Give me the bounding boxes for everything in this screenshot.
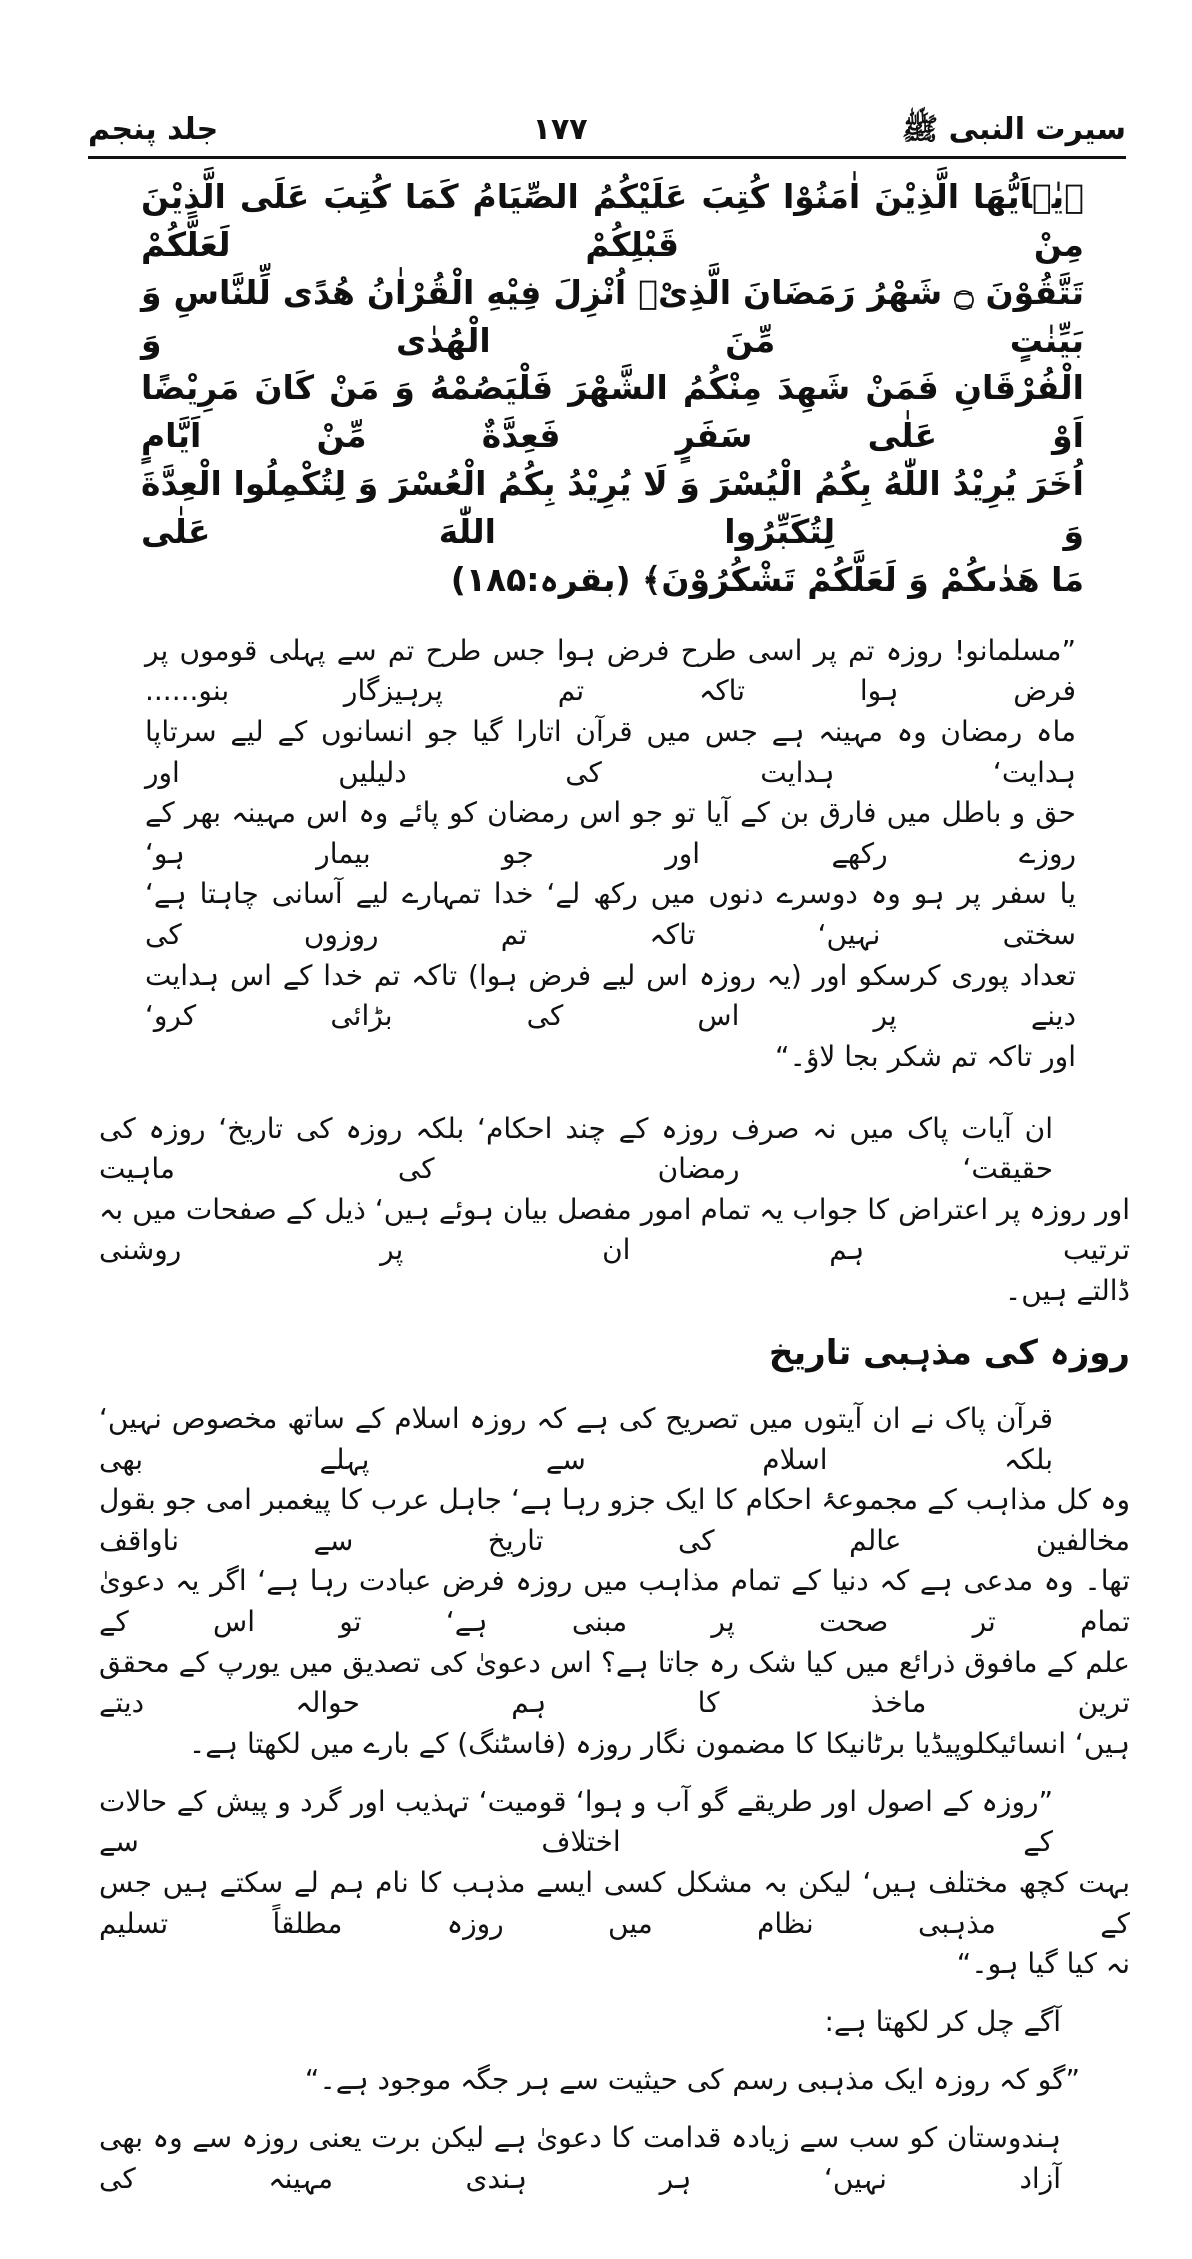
quran-line: اُخَرَ یُرِیْدُ اللّٰهُ بِكُمُ الْیُسْرَ وَ لَا یُرِیْدُ بِكُمُ الْعُسْرَ وَ لِتُكْمِلُوا الْعِدَّةَ وَ لِتُكَبِّرُوا اللّٰهَ عَلٰى xyxy=(141,464,1084,551)
paragraph-line: ڈالتے ہیں۔ xyxy=(1004,1274,1130,1308)
paragraph-line: علم کے مافوق ذرائع میں کیا شک رہ جاتا ہے؟ اس دعویٰ کی تصدیق میں یورپ کے محقق ترین ماخذ کا ہم حوالہ دیتے xyxy=(99,1645,1130,1720)
intro-paragraph xyxy=(99,1109,1130,1329)
translation-line: ماہ رمضان وہ مہینہ ہے جس میں قرآن اتارا گیا جو انسانوں کے لیے سرتاپا ہدایت‘ ہدایت کی دلیلیں اور xyxy=(145,714,1076,789)
further-quote: ”گو کہ روزہ ایک مذہبی رسم کی حیثیت سے ہر جگہ موجود ہے۔“ xyxy=(304,2063,1080,2097)
book-title: سیرت النبی ﷺ xyxy=(901,112,1126,147)
translation-line: اور تاکہ تم شکر بجا لاؤ۔“ xyxy=(775,1039,1076,1073)
section-paragraph xyxy=(99,1399,1130,1782)
quran-verse xyxy=(99,173,1130,617)
volume-label: جلد پنجم xyxy=(88,112,219,147)
quran-line: تَتَّقُوْنَ ۝ شَهْرُ رَمَضَانَ الَّذِیْۤ اُنْزِلَ فِیْهِ الْقُرْاٰنُ هُدًى لِّلنَّاسِ وَ بَیِّنٰتٍ مِّنَ الْهُدٰى وَ xyxy=(141,272,1084,360)
spacer xyxy=(99,617,1130,631)
translation xyxy=(99,631,1130,1095)
translation-line: یا سفر پر ہو وہ دوسرے دنوں میں رکھ لے‘ خدا تمہارے لیے آسانی چاہتا ہے‘ سختی نہیں‘ تاکہ تم روزوں کی xyxy=(145,877,1076,951)
section-heading: روزہ کی مذہبی تاریخ xyxy=(768,1333,1130,1374)
further-text: آگے چل کر لکھتا ہے: xyxy=(824,2005,1061,2039)
quran-line: مَا هَدٰىكُمْ وَ لَعَلَّكُمْ تَشْكُرُوْنَ﴾ (بقرہ:۱۸۵) xyxy=(450,559,1084,599)
page-header xyxy=(88,112,1126,159)
britannica-quote xyxy=(99,1782,1130,2002)
quran-line: ﴿یٰۤاَیُّهَا الَّذِیْنَ اٰمَنُوْا كُتِبَ عَلَیْكُمُ الصِّیَامُ كَمَا كُتِبَ عَلَى الَّذِیْنَ مِنْ قَبْلِكُمْ لَعَلَّكُمْ xyxy=(141,177,1084,264)
page-number: ۱۷۷ xyxy=(532,112,588,147)
paragraph-line: قرآن پاک نے ان آیتوں میں تصریح کی ہے کہ روزہ اسلام کے ساتھ مخصوص نہیں‘ بلکہ اسلام سے پہلے بھی xyxy=(99,1402,1053,1476)
last-line: ہندوستان کو سب سے زیادہ قدامت کا دعویٰ ہے لیکن برت یعنی روزہ سے وہ بھی آزاد نہیں‘ ہر ہندی مہینہ کی xyxy=(99,2121,1061,2195)
translation-line: تعداد پوری کرسکو اور (یہ روزہ اس لیے فرض ہوا) تاکہ تم خدا کے اس ہدایت دینے پر اس کی بڑائی کرو‘ xyxy=(145,958,1076,1033)
translation-line: ”مسلمانو! روزہ تم پر اسی طرح فرض ہوا جس طرح تم سے پہلی قوموں پر فرض ہوا تاکہ تم پرہیزگار بنو...... xyxy=(145,633,1076,708)
quote-line: نہ کیا گیا ہو۔“ xyxy=(956,1947,1130,1981)
paragraph-line: تھا۔ وہ مدعی ہے کہ دنیا کے تمام مذاہب میں روزہ فرض عبادت رہا ہے‘ اگر یہ دعویٰ تمام تر صحت پر مبنی ہے‘ تو اس کے xyxy=(99,1564,1131,1639)
spacer xyxy=(99,1095,1130,1109)
spacer xyxy=(99,159,1130,173)
paragraph-line: ہیں‘ انسائیکلوپیڈیا برٹانیکا کا مضمون نگار روزہ (فاسٹنگ) کے بارے میں لکھتا ہے۔ xyxy=(188,1726,1130,1760)
quote-line: بہت کچھ مختلف ہیں‘ لیکن بہ مشکل کسی ایسے مذہب کا نام ہم لے سکتے ہیں جس کے مذہبی نظام میں روزہ مطلقاً تسلیم xyxy=(99,1866,1130,1940)
translation-line: حق و باطل میں فارق بن کے آیا تو جو اس رمضان کو پائے وہ اس مہینہ بھر کے روزے رکھے اور جو بیمار ہو‘ xyxy=(145,796,1076,870)
paragraph-line: اور روزہ پر اعتراض کا جواب یہ تمام امور مفصل بیان ہوئے ہیں‘ ذیل کے صفحات میں بہ ترتیب ہم ان پر روشنی xyxy=(99,1192,1130,1267)
quote-line: ”روزہ کے اصول اور طریقے گو آب و ہوا‘ قومیت‘ تہذیب اور گرد و پیش کے حالات کے اختلاف سے xyxy=(99,1784,1053,1859)
paragraph-line: وہ کل مذاہب کے مجموعۂ احکام کا ایک جزو رہا ہے‘ جاہل عرب کا پیغمبر امی جو بقول مخالفین عالم کی تاریخ سے ناواقف xyxy=(99,1483,1130,1557)
quran-line: الْفُرْقَانِ فَمَنْ شَهِدَ مِنْكُمُ الشَّهْرَ فَلْیَصُمْهُ وَ مَنْ كَانَ مَرِیْضًا اَوْ عَلٰى سَفَرٍ فَعِدَّةٌ مِّنْ اَیَّامٍ xyxy=(141,368,1084,456)
paragraph-line: ان آیات پاک میں نہ صرف روزہ کے چند احکام‘ بلکہ روزہ کی تاریخ‘ روزہ کی حقیقت‘ رمضان کی ماہیت xyxy=(99,1111,1053,1186)
